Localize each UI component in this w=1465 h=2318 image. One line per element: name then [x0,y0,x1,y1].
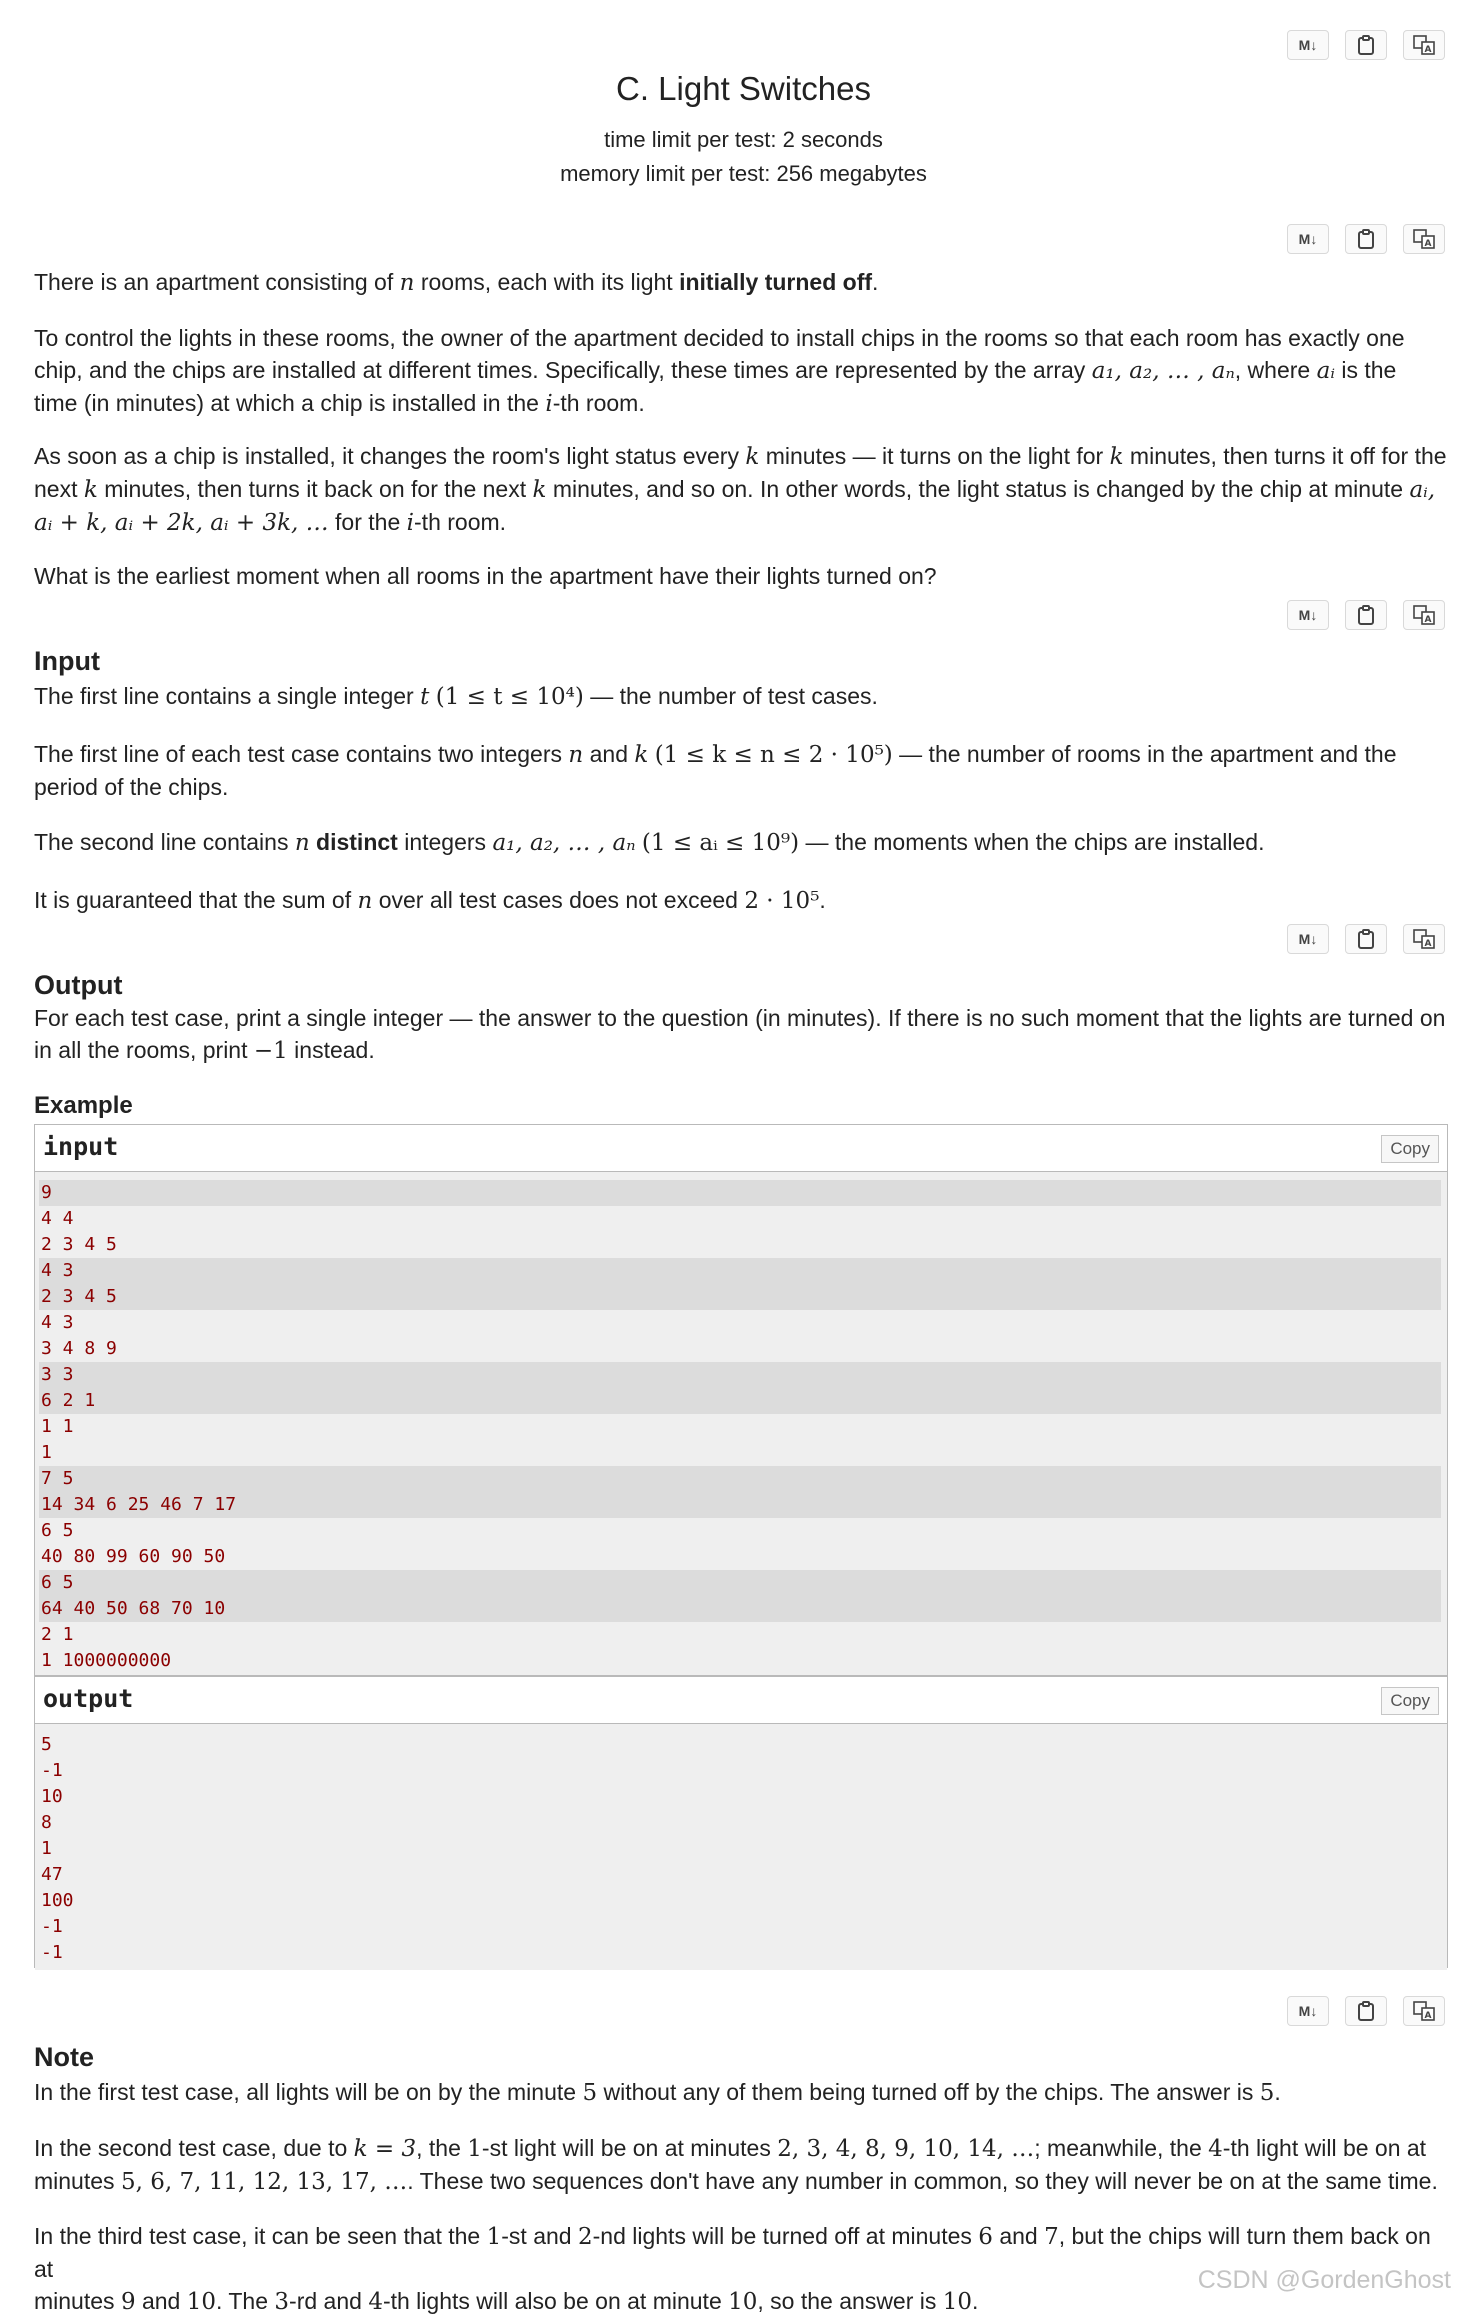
note-l2: In the second test case, due to k = 3, the 1-st light will be on at minutes 2, 3, 4, 8, 9, 10, 14, …; meanwhile, the 4-th light will be on at minutes 5, 6, 7, 11, 12, 13, 17, …. These two sequences don't have any number in common, so they will never be on at the same time. [34,2135,1438,2195]
clipboard-icon [1357,929,1375,949]
time-limit: time limit per test: 2 seconds [604,127,883,152]
output-heading: Output [34,970,123,1000]
toolbar-input [1287,600,1445,630]
note-l1: In the first test case, all lights will be on by the minute 5 without any of them being turned off by the chips. The answer is 5. [34,2079,1281,2106]
translate-icon [1413,229,1435,249]
toolbar-note [1287,1996,1445,2026]
markdown-button[interactable] [1287,600,1329,630]
input-line: 40 80 99 60 90 50 [41,1546,226,1567]
input-l1: The first line contains a single integer t (1 ≤ t ≤ 10⁴) — the number of test cases. [34,683,878,710]
input-line: 14 34 6 25 46 7 17 [39,1492,1441,1518]
output-line: -1 [41,1916,63,1937]
example-output-box [34,1676,1448,1968]
note-l3: In the third test case, it can be seen that the 1-st and 2-nd lights will be turned off at minutes 6 and 7, but the chips will turn them back on at minutes 9 and 10. The 3-rd and 4-th lights will also be on at minute 10, so the answer is 10. [34,2223,1431,2315]
input-l3: The second line contains n distinct integers a₁, a₂, … , aₙ (1 ≤ aᵢ ≤ 10⁹) — the moments when the chips are installed. [34,829,1265,856]
input-line: 3 3 [39,1362,1441,1388]
output-line: -1 [41,1760,63,1781]
input-l4: It is guaranteed that the sum of n over all test cases does not exceed 2 · 10⁵. [34,887,826,914]
output-line: -1 [41,1942,63,1963]
output-line: 1 [41,1838,52,1859]
input-line: 1 [41,1442,52,1463]
input-line: 2 3 4 5 [41,1234,117,1255]
translate-button[interactable] [1403,30,1445,60]
svg-text:A: A [1424,615,1432,625]
svg-text:A: A [1424,45,1432,55]
svg-text:A: A [1424,2011,1432,2021]
copy-output-button[interactable]: Copy [1381,1687,1439,1715]
translate-icon [1413,929,1435,949]
markdown-button[interactable] [1287,30,1329,60]
input-line: 6 5 [41,1520,74,1541]
translate-icon [1413,2001,1435,2021]
translate-icon [1413,605,1435,625]
watermark: CSDN @GordenGhost [1197,2266,1451,2294]
clipboard-icon [1357,2001,1375,2021]
input-line: 4 3 [41,1312,74,1333]
output-line: 10 [41,1786,63,1807]
input-line: 9 [39,1180,1441,1206]
translate-button[interactable] [1403,224,1445,254]
example-output-title: output [43,1684,134,1713]
output-line: 100 [41,1890,74,1911]
output-text: For each test case, print a single integer — the answer to the question (in minutes). If there is no such moment that the lights are turned on in all the rooms, print −1 instead. [34,1005,1446,1064]
input-line: 2 3 4 5 [39,1284,1441,1310]
example-input-title: input [43,1132,119,1161]
md-download-icon: M↓ [1298,37,1318,53]
input-heading: Input [34,646,100,676]
input-l2: The first line of each test case contains two integers n and k (1 ≤ k ≤ n ≤ 2 · 10⁵) — the number of rooms in the apartment and the period of the chips. [34,741,1397,800]
input-line: 7 5 [39,1466,1441,1492]
toolbar-output [1287,924,1445,954]
problem-title: C. Light Switches [616,70,871,107]
copy-button[interactable] [1345,600,1387,630]
memory-limit: memory limit per test: 256 megabytes [560,161,927,186]
copy-button[interactable] [1345,224,1387,254]
translate-button[interactable] [1403,1996,1445,2026]
example-input-header [35,1125,1447,1172]
copy-input-button[interactable]: Copy [1381,1135,1439,1163]
svg-text:A: A [1424,239,1432,249]
example-input-box [34,1124,1448,1676]
input-line: 6 5 [39,1570,1441,1596]
md-download-icon: M↓ [1298,231,1318,247]
markdown-button[interactable] [1287,224,1329,254]
input-line: 2 1 [41,1624,74,1645]
input-line: 1 1000000000 [41,1650,172,1671]
clipboard-icon [1357,605,1375,625]
svg-text:A: A [1424,939,1432,949]
markdown-button[interactable] [1287,1996,1329,2026]
example-heading: Example [34,1092,133,1119]
input-line: 4 4 [41,1208,74,1229]
clipboard-icon [1357,229,1375,249]
statement-p4: What is the earliest moment when all rooms in the apartment have their lights turned on? [34,563,937,589]
copy-button[interactable] [1345,924,1387,954]
copy-button[interactable] [1345,1996,1387,2026]
copy-button[interactable] [1345,30,1387,60]
example-output-lines [35,1724,1447,1970]
input-line: 6 2 1 [39,1388,1441,1414]
toolbar-statement [1287,224,1445,254]
md-download-icon: M↓ [1298,931,1318,947]
input-line: 3 4 8 9 [41,1338,117,1359]
note-heading: Note [34,2042,94,2072]
clipboard-icon [1357,35,1375,55]
statement-p3: As soon as a chip is installed, it changes the room's light status every k minutes — it turns on the light for k minutes, then turns it off for the next k minutes, then turns it back on for the next k minutes, and so on. In other words, the light status is changed by the chip at minute aᵢ, aᵢ + k, aᵢ + 2k, aᵢ + 3k, … for the i-th room. [34,443,1447,536]
output-line: 47 [41,1864,63,1885]
example-input-lines [35,1172,1447,1678]
translate-icon [1413,35,1435,55]
md-download-icon: M↓ [1298,2003,1318,2019]
input-line: 64 40 50 68 70 10 [39,1596,1441,1622]
statement-p1: There is an apartment consisting of n rooms, each with its light initially turned off. [34,269,879,296]
toolbar-header [1287,30,1445,60]
markdown-button[interactable] [1287,924,1329,954]
statement-p2: To control the lights in these rooms, the owner of the apartment decided to install chips in the rooms so that each room has exactly one chip, and the chips are installed at different times. Specifically, these times are represented by the array a₁, a₂, … , aₙ, where aᵢ is the time (in minutes) at which a chip is installed in the i-th room. [34,325,1405,417]
translate-button[interactable] [1403,924,1445,954]
translate-button[interactable] [1403,600,1445,630]
input-line: 4 3 [39,1258,1441,1284]
md-download-icon: M↓ [1298,607,1318,623]
input-line: 1 1 [41,1416,74,1437]
output-line: 5 [41,1734,52,1755]
example-output-header [35,1677,1447,1724]
output-line: 8 [41,1812,52,1833]
